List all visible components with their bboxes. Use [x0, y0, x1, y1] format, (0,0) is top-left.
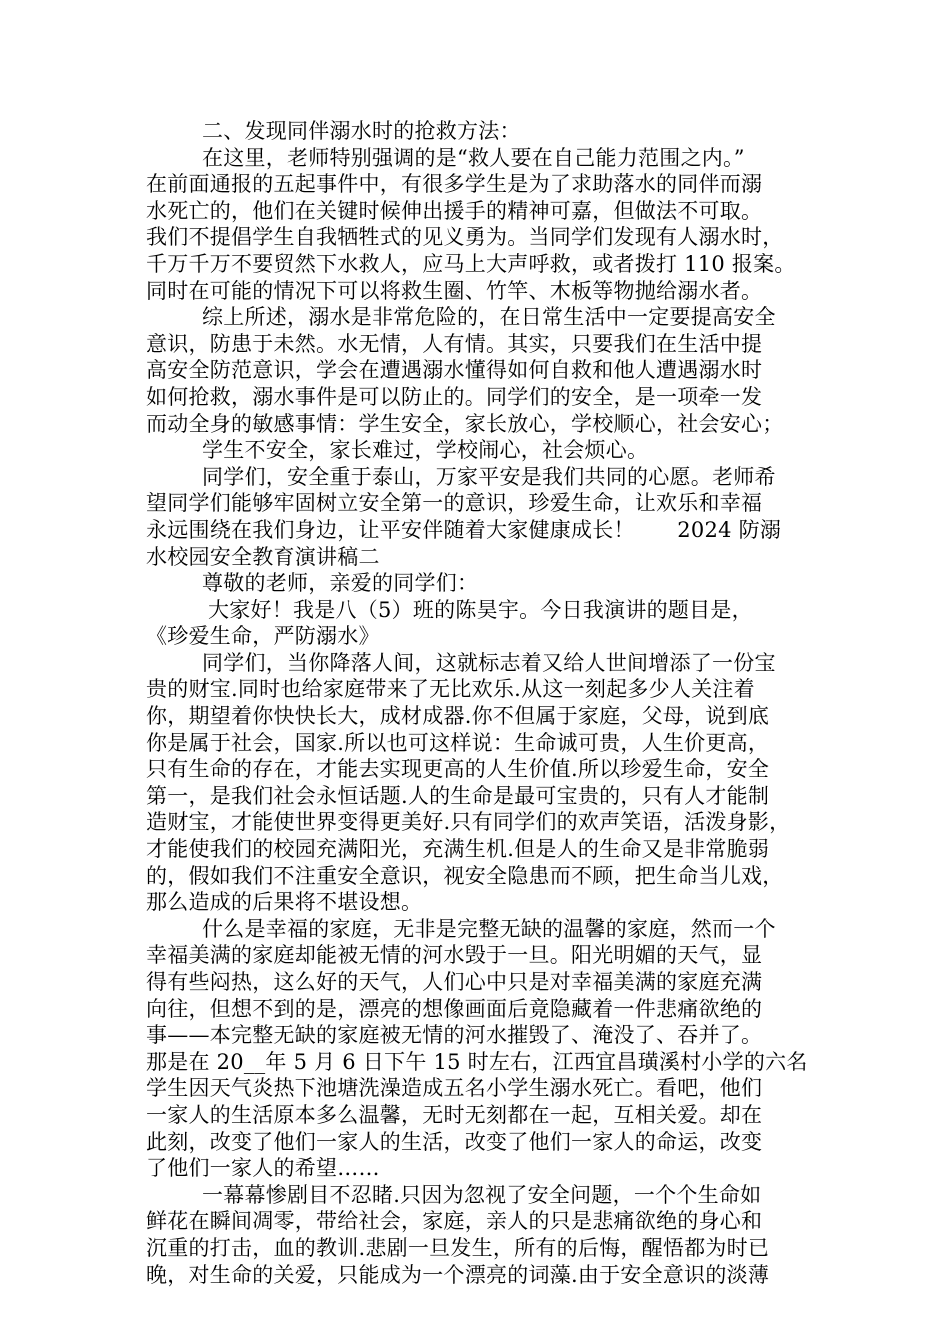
- text-line: 如何抢救，溺水事件是可以防止的。同学们的安全，是一项牵一发: [146, 384, 763, 409]
- text-line: 贵的财宝.同时也给家庭带来了无比欢乐.从这一刻起多少人关注着: [146, 677, 755, 702]
- text-line: 而动全身的敏感事情：学生安全，家长放心，学校顺心，社会安心；: [146, 411, 784, 436]
- text-line: 望同学们能够牢固树立安全第一的意识，珍爱生命，让欢乐和幸福: [146, 491, 763, 516]
- text-line: 造财宝，才能使世界变得更美好.只有同学们的欢声笑语，活泼身影，: [146, 810, 791, 835]
- text-line: 同学们，安全重于泰山，万家平安是我们共同的心愿。老师希: [202, 464, 776, 489]
- text-line: 你是属于社会，国家.所以也可这样说：生命诚可贵，人生价更高，: [146, 730, 770, 755]
- text-line: 只有生命的存在，才能去实现更高的人生价值.所以珍爱生命，安全: [146, 757, 770, 782]
- text-line: 综上所述，溺水是非常危险的，在日常生活中一定要提高安全: [202, 305, 776, 330]
- text-line: 永远围绕在我们身边，让平安伴随着大家健康成长！ 2024 防溺: [146, 517, 782, 542]
- text-line: 第一，是我们社会永恒话题.人的生命是最可宝贵的，只有人才能制: [146, 783, 770, 808]
- text-line: 大家好！我是八（5）班的陈昊宇。今日我演讲的题目是，: [208, 597, 753, 622]
- text-line: 意识，防患于未然。水无情，人有情。其实，只要我们在生活中提: [146, 331, 763, 356]
- text-line: 了他们一家人的希望……: [146, 1156, 380, 1181]
- text-line: 此刻，改变了他们一家人的生活，改变了他们一家人的命运，改变: [146, 1129, 763, 1154]
- text-line: 一家人的生活原本多么温馨，无时无刻都在一起，互相关爱。却在: [146, 1102, 763, 1127]
- text-line: 才能使我们的校园充满阳光，充满生机.但是人的生命又是非常脆弱: [146, 837, 770, 862]
- text-line: 学生不安全，家长难过，学校闹心，社会烦心。: [202, 438, 649, 463]
- text-line: 鲜花在瞬间凋零，带给社会，家庭，亲人的只是悲痛欲绝的身心和: [146, 1209, 763, 1234]
- text-line: 晚，对生命的关爱，只能成为一个漂亮的词藻.由于安全意识的淡薄: [146, 1262, 770, 1287]
- text-line: 得有些闷热，这么好的天气，人们心中只是对幸福美满的家庭充满: [146, 970, 763, 994]
- text-line: 那是在 20__年 5 月 6 日下午 15 时左右，江西宜昌璜溪村小学的六名: [146, 1049, 808, 1074]
- text-line: 沉重的打击，血的教训.悲剧一旦发生，所有的后悔，醒悟都为时已: [146, 1235, 770, 1260]
- text-line: 高安全防范意识，学会在遭遇溺水懂得如何自救和他人遭遇溺水时: [146, 358, 763, 383]
- document-body: [146, 118, 846, 1288]
- text-line: 向往，但想不到的是，漂亮的想像画面后竟隐藏着一件悲痛欲绝的: [146, 996, 763, 1021]
- section-heading: 二、发现同伴溺水时的抢救方法：: [202, 119, 521, 143]
- text-line: 水校园安全教育演讲稿二: [146, 544, 380, 569]
- text-line: 千万千万不要贸然下水救人，应马上大声呼救，或者拨打 110 报案。: [146, 251, 796, 276]
- text-line: 在前面通报的五起事件中，有很多学生是为了求助落水的同伴而溺: [146, 172, 763, 197]
- text-line: 同时在可能的情况下可以将救生圈、竹竿、木板等物抛给溺水者。: [146, 278, 763, 303]
- salutation: 尊敬的老师，亲爱的同学们：: [202, 571, 479, 596]
- text-line: 你，期望着你快快长大，成材成器.你不但属于家庭，父母，说到底: [146, 704, 770, 729]
- text-line: 那么造成的后果将不堪设想。: [146, 890, 423, 915]
- text-line: 一幕幕惨剧目不忍睹.只因为忽视了安全问题，一个个生命如: [202, 1182, 762, 1207]
- text-line: 学生因天气炎热下池塘洗澡造成五名小学生溺水死亡。看吧，他们: [146, 1076, 763, 1101]
- text-line: 我们不提倡学生自我牺牲式的见义勇为。当同学们发现有人溺水时，: [146, 225, 784, 250]
- text-line: 的，假如我们不注重安全意识，视安全隐患而不顾，把生命当儿戏，: [146, 863, 784, 888]
- text-line: 同学们，当你降落人间，这就标志着又给人世间增添了一份宝: [202, 650, 776, 675]
- speech-title: 《珍爱生命，严防溺水》: [146, 624, 380, 649]
- text-line: 事——本完整无缺的家庭被无情的河水摧毁了、淹没了、吞并了。: [146, 1023, 763, 1048]
- text-line: 幸福美满的家庭却能被无情的河水毁于一旦。阳光明媚的天气，显: [146, 943, 763, 968]
- text-line: 什么是幸福的家庭，无非是完整无缺的温馨的家庭，然而一个: [202, 916, 776, 941]
- text-line: 水死亡的，他们在关键时候伸出援手的精神可嘉，但做法不可取。: [146, 198, 763, 223]
- text-line: 在这里，老师特别强调的是“救人要在自己能力范围之内。”: [202, 145, 745, 170]
